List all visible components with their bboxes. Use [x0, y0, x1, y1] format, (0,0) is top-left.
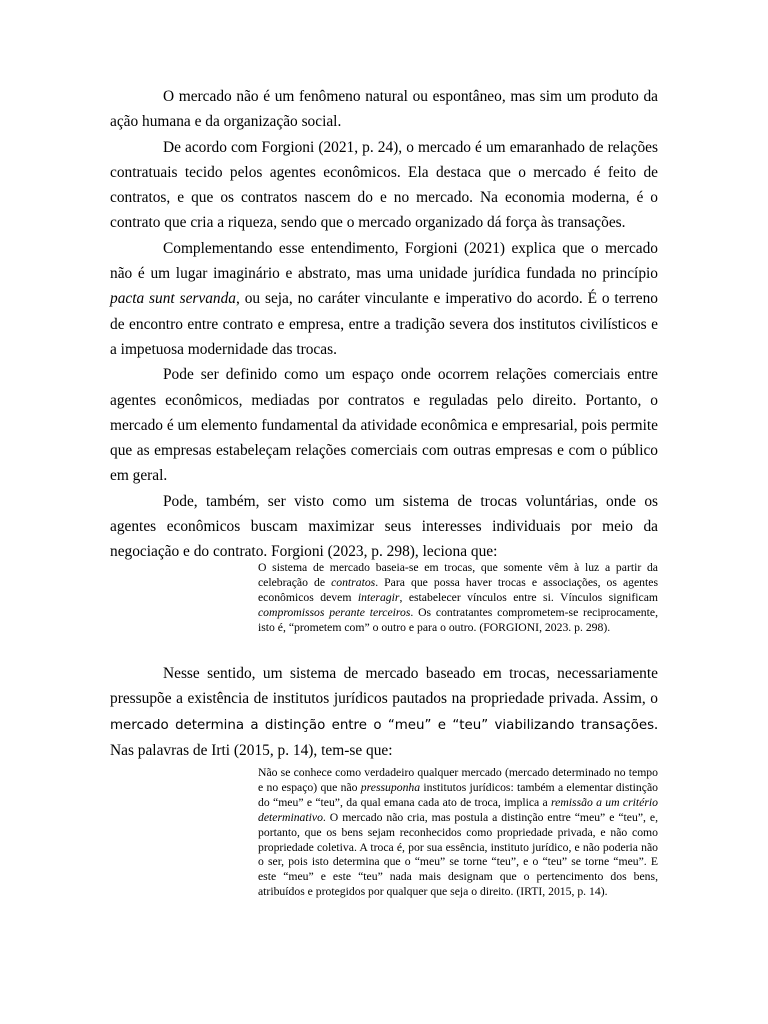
paragraph-6-sans-phrase: mercado determina a distinção entre o “meu” e “teu” viabilizando transações — [110, 717, 655, 733]
paragraph-3 — [110, 236, 658, 362]
quote-1-part-c: , estabelecer vínculos entre si. Vínculos significam — [399, 590, 658, 604]
paragraph-6-text-a: Nesse sentido, um sistema de mercado baseado em trocas, necessariamente pressupõe a existência de institutos jurídicos pautados na propriedade privada. Assim, o — [110, 665, 658, 708]
quote-2-text — [258, 766, 658, 900]
quote-1-italic-compromissos: compromissos perante terceiros — [258, 605, 411, 619]
quote-2-part-b: institutos jurídicos: também a elementar distinção do “meu” e “teu”, da qual emana cada ato de troca, implica a — [258, 780, 658, 809]
paragraph-3-text-a: Complementando esse entendimento, Forgioni (2021) explica que o mercado não é um lugar imaginário e abstrato, mas uma unidade jurídica fundada no princípio — [110, 239, 658, 283]
quote-1-italic-contratos: contratos — [331, 575, 376, 589]
quote-1-part-a: O sistema de mercado baseia-se em trocas, que somente vêm à luz a partir da celebração de — [258, 561, 658, 589]
paragraph-1: O mercado não é um fenômeno natural ou espontâneo, mas sim um produto da ação humana e da organização social. — [110, 88, 658, 131]
quote-1-part-d: . Os contratantes comprometem-se reciprocamente, isto é, “prometem com” o outro e para o outro. (FORGIONI, 2023. p. 298). — [258, 605, 658, 634]
paragraph-4: Pode ser definido como um espaço onde ocorrem relações comerciais entre agentes econômicos, mediadas por contratos e reguladas pelo direito. Portanto, o mercado é um elemento fundamental da atividade econômica e empresarial, pois permite que as empresas estabeleçam relações comerciais com outras empresas e com o público em geral. — [110, 366, 658, 485]
paragraph-3-text-b: , ou seja, no caráter vinculante e imperativo do acordo. É o terreno de encontro entre contrato e empresa, entre a tradição severa dos institutos civilísticos e a impetuosa modernidade das trocas. — [110, 290, 658, 358]
paragraph-5: Pode, também, ser visto como um sistema de trocas voluntárias, onde os agentes econômicos buscam maximizar seus interesses individuais por meio da negociação e do contrato. Forgioni (2023, p. 298), leciona que: — [110, 492, 658, 561]
body-text-section-1 — [110, 84, 658, 565]
quote-1-italic-interagir: interagir — [357, 590, 400, 604]
block-quote-irti — [258, 766, 658, 900]
quote-2-italic-remissao: remissão a um critério determinativo — [258, 795, 658, 824]
paragraph-6-text-b: . Nas palavras de Irti (2015, p. 14), tem-se que: — [110, 715, 658, 759]
quote-1-part-b: . Para que possa haver trocas e associações, os agentes econômicos devem — [258, 575, 658, 604]
block-quote-forgioni — [258, 561, 658, 636]
latin-term: pacta sunt servanda — [110, 290, 236, 308]
quote-1-text — [258, 561, 658, 636]
quote-2-part-a: Não se conhece como verdadeiro qualquer mercado (mercado determinado no tempo e no espaço) que não — [258, 766, 658, 794]
quote-2-italic-pressuponha: pressuponha — [360, 780, 421, 794]
body-text-section-2 — [110, 661, 658, 763]
paragraph-2: De acordo com Forgioni (2021, p. 24), o mercado é um emaranhado de relações contratuais tecido pelos agentes econômicos. Ela destaca que o mercado é feito de contratos, e que os contratos nascem do e no mercado. Na economia moderna, é o contrato que cria a riqueza, sendo que o mercado organizado dá força às transações. — [110, 138, 658, 232]
paragraph-6 — [110, 661, 658, 763]
quote-2-part-c: . O mercado não cria, mas postula a distinção entre “meu” e “teu”, e, portanto, que os bens sejam reconhecidos como propriedade privada, e não como propriedade coletiva. A troca é, por sua essência, instituto jurídico, e não poderia não o ser, pois isto determina que o “meu” se torne “teu”, e o “teu” se torne “meu”. E este “meu” e este “teu” nada mais designam que o pertencimento dos bens, atribuídos e protegidos por qualquer que seja o direito. (IRTI, 2015, p. 14). — [258, 810, 658, 899]
